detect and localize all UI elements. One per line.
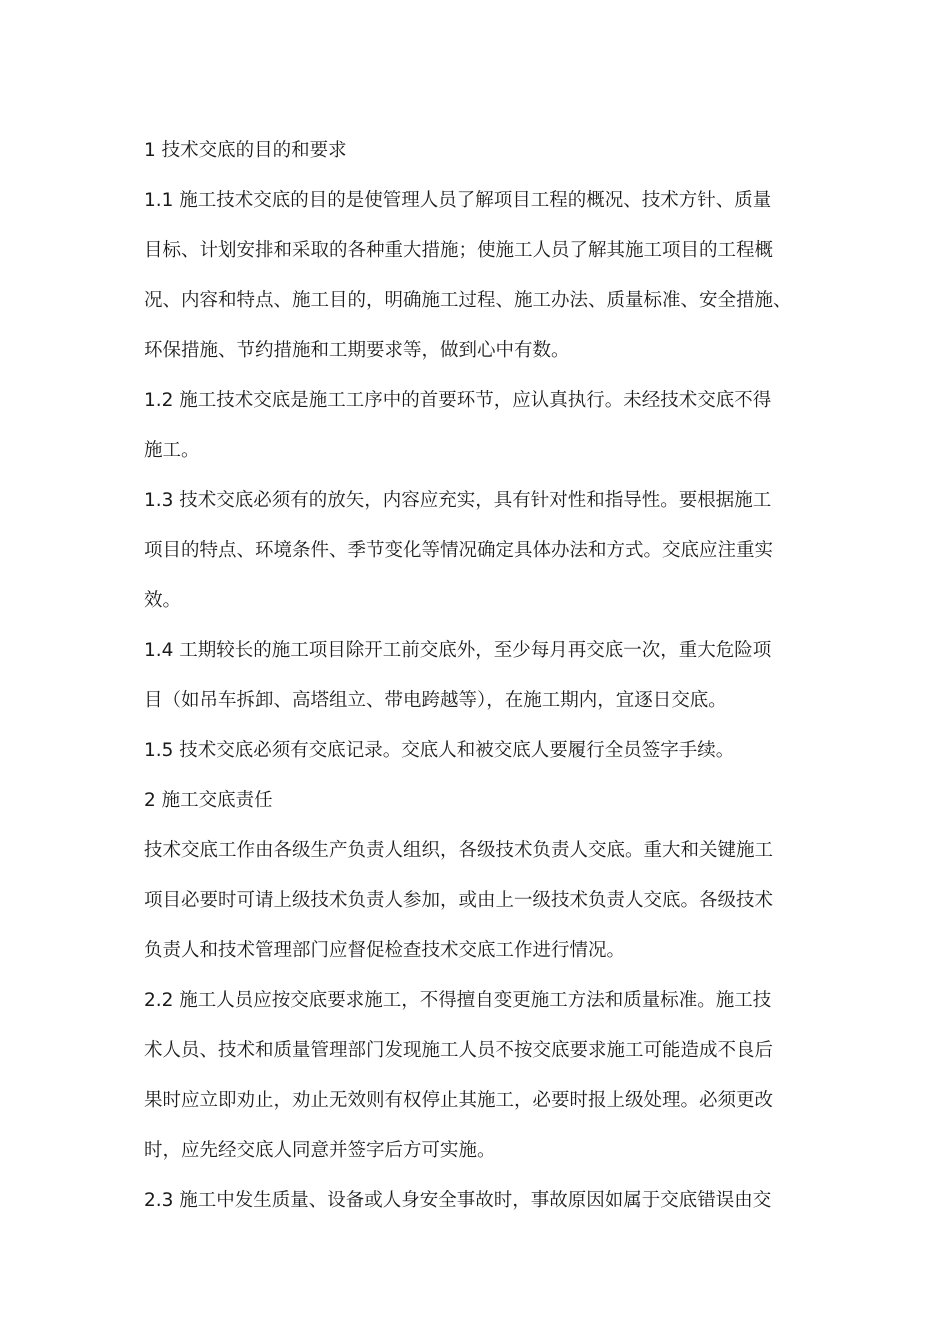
paragraph-1-4-line-1: 1.4 工期较长的施工项目除开工前交底外，至少每月再交底一次，重大危险项 [144, 640, 772, 661]
paragraph-1-1-line-4: 环保措施、节约措施和工期要求等，做到心中有数。 [144, 340, 570, 361]
paragraph-2-1-line-2: 项目必要时可请上级技术负责人参加，或由上一级技术负责人交底。各级技术 [144, 890, 774, 911]
paragraph-2-2-line-2: 术人员、技术和质量管理部门发现施工人员不按交底要求施工可能造成不良后 [144, 1040, 774, 1061]
document-body [144, 126, 824, 1226]
paragraph-1-1-line-2: 目标、计划安排和采取的各种重大措施；使施工人员了解其施工项目的工程概 [144, 240, 774, 261]
paragraph-1-1-line-3: 况、内容和特点、施工目的，明确施工过程、施工办法、质量标准、安全措施、 [144, 290, 792, 311]
paragraph-2-3-line-1: 2.3 施工中发生质量、设备或人身安全事故时，事故原因如属于交底错误由交 [144, 1190, 772, 1211]
paragraph-1-2-line-2: 施工。 [144, 440, 200, 461]
paragraph-2-2-line-4: 时，应先经交底人同意并签字后方可实施。 [144, 1140, 496, 1161]
section-heading-2: 2 施工交底责任 [144, 790, 273, 811]
paragraph-2-1-line-1: 技术交底工作由各级生产负责人组织，各级技术负责人交底。重大和关键施工 [144, 840, 774, 861]
paragraph-2-2-line-1: 2.2 施工人员应按交底要求施工，不得擅自变更施工方法和质量标准。施工技 [144, 990, 772, 1011]
paragraph-1-3-line-2: 项目的特点、环境条件、季节变化等情况确定具体办法和方式。交底应注重实 [144, 540, 774, 561]
paragraph-1-3-line-1: 1.3 技术交底必须有的放矢，内容应充实，具有针对性和指导性。要根据施工 [144, 490, 772, 511]
paragraph-2-2-line-3: 果时应立即劝止，劝止无效则有权停止其施工，必要时报上级处理。必须更改 [144, 1090, 774, 1111]
paragraph-1-1-line-1: 1.1 施工技术交底的目的是使管理人员了解项目工程的概况、技术方针、质量 [144, 190, 772, 211]
section-heading-1: 1 技术交底的目的和要求 [144, 140, 347, 161]
paragraph-2-1-line-3: 负责人和技术管理部门应督促检查技术交底工作进行情况。 [144, 940, 626, 961]
paragraph-1-5-line-1: 1.5 技术交底必须有交底记录。交底人和被交底人要履行全员签字手续。 [144, 740, 735, 761]
paragraph-1-2-line-1: 1.2 施工技术交底是施工工序中的首要环节，应认真执行。未经技术交底不得 [144, 390, 772, 411]
paragraph-1-4-line-2: 目（如吊车拆卸、高塔组立、带电跨越等），在施工期内，宜逐日交底。 [144, 690, 727, 711]
paragraph-1-3-line-3: 效。 [144, 590, 182, 611]
